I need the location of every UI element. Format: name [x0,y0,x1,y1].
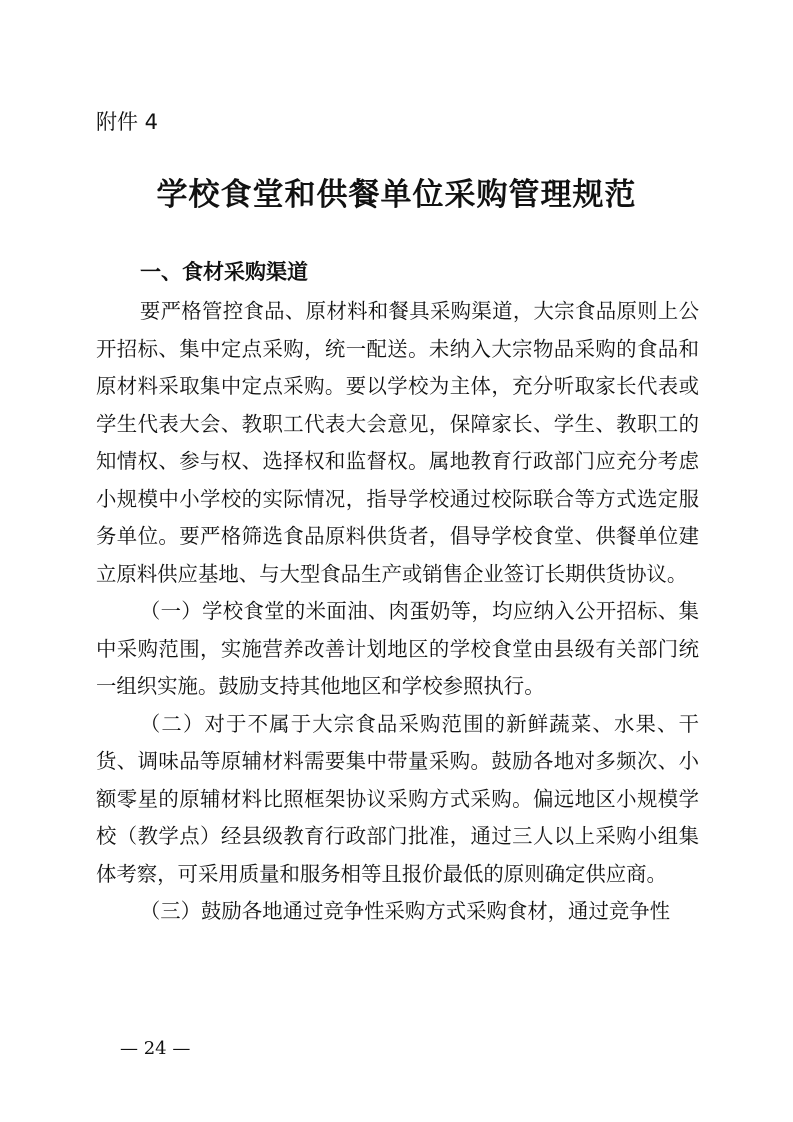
document-body [96,293,699,931]
attachment-label: 附件 4 [96,110,159,134]
paragraph: （三）鼓励各地通过竞争性采购方式采购食材，通过竞争性 [139,899,671,923]
page-number: — 24 — [120,1038,191,1059]
paragraph: （二）对于不属于大宗食品采购范围的新鲜蔬菜、水果、干货、调味品等原辅材料需要集中带量采购。鼓励各地对多频次、小额零星的原辅材料比照框架协议采购方式采购。偏远地区小规模学校（教学点）经县级教育行政部门批准，通过三人以上采购小组集体考察，可采用质量和服务相等且报价最低的原则确定供应商。 [96,711,699,886]
paragraph: 要严格管控食品、原材料和餐具采购渠道，大宗食品原则上公开招标、集中定点采购，统一配送。未纳入大宗物品采购的食品和原材料采取集中定点采购。要以学校为主体，充分听取家长代表或学生代表大会、教职工代表大会意见，保障家长、学生、教职工的知情权、参与权、选择权和监督权。属地教育行政部门应充分考虑小规模中小学校的实际情况，指导学校通过校际联合等方式选定服务单位。要严格筛选食品原料供货者，倡导学校食堂、供餐单位建立原料供应基地、与大型食品生产或销售企业签订长期供货协议。 [96,299,699,586]
paragraph: （一）学校食堂的米面油、肉蛋奶等，均应纳入公开招标、集中采购范围，实施营养改善计划地区的学校食堂由县级有关部门统一组织实施。鼓励支持其他地区和学校参照执行。 [96,599,699,698]
document-title: 学校食堂和供餐单位采购管理规范 [156,177,637,213]
section-heading: 一、食材采购渠道 [140,260,308,284]
